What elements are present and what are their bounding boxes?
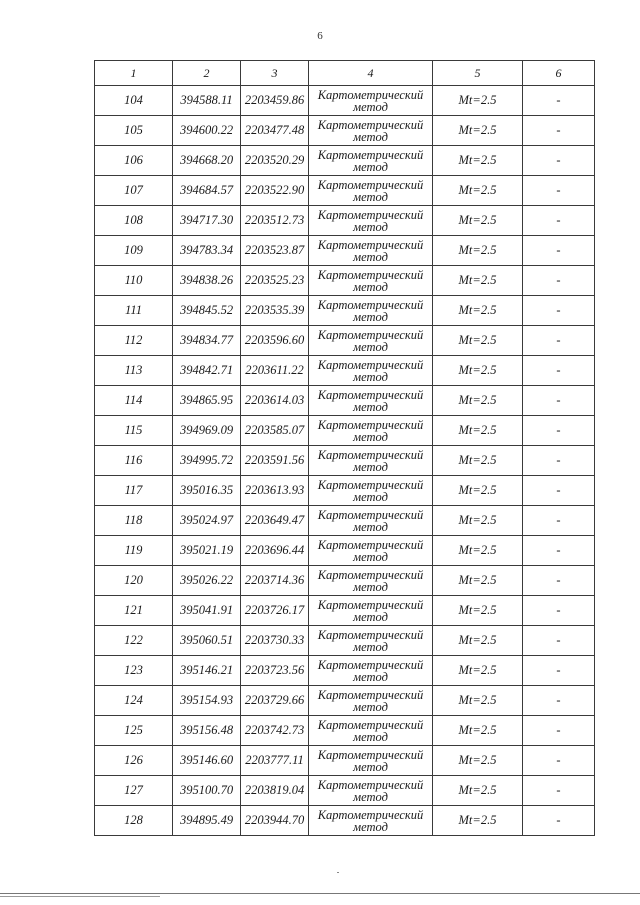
table-row xyxy=(95,776,595,806)
x-coordinate-cell: 395146.21 xyxy=(173,656,241,686)
point-number-cell: 124 xyxy=(95,686,173,716)
table-header-row xyxy=(95,61,595,86)
method-line-2: метод xyxy=(353,789,388,804)
point-number-cell: 106 xyxy=(95,146,173,176)
y-coordinate-cell: 2203512.73 xyxy=(241,206,309,236)
method-cell xyxy=(309,356,433,386)
point-number-cell: 107 xyxy=(95,176,173,206)
method-line-1: Картометрический xyxy=(317,747,424,762)
point-number-cell: 111 xyxy=(95,296,173,326)
method-line-2: метод xyxy=(353,339,388,354)
method-cell xyxy=(309,506,433,536)
accuracy-cell: Mt=2.5 xyxy=(433,266,523,296)
method-line-2: метод xyxy=(353,759,388,774)
method-cell xyxy=(309,236,433,266)
note-cell: - xyxy=(523,776,595,806)
accuracy-cell: Mt=2.5 xyxy=(433,416,523,446)
accuracy-cell: Mt=2.5 xyxy=(433,326,523,356)
note-cell: - xyxy=(523,356,595,386)
note-cell: - xyxy=(523,806,595,836)
method-line-2: метод xyxy=(353,459,388,474)
method-line-2: метод xyxy=(353,669,388,684)
note-cell: - xyxy=(523,686,595,716)
method-line-1: Картометрический xyxy=(317,237,424,252)
method-line-1: Картометрический xyxy=(317,177,424,192)
x-coordinate-cell: 395024.97 xyxy=(173,506,241,536)
note-cell: - xyxy=(523,596,595,626)
note-cell: - xyxy=(523,176,595,206)
method-line-2: метод xyxy=(353,549,388,564)
method-cell xyxy=(309,176,433,206)
table-row xyxy=(95,356,595,386)
column-header-6: 6 xyxy=(523,61,595,86)
y-coordinate-cell: 2203520.29 xyxy=(241,146,309,176)
method-line-2: метод xyxy=(353,399,388,414)
x-coordinate-cell: 394668.20 xyxy=(173,146,241,176)
method-cell xyxy=(309,266,433,296)
y-coordinate-cell: 2203777.11 xyxy=(241,746,309,776)
point-number-cell: 104 xyxy=(95,86,173,116)
accuracy-cell: Mt=2.5 xyxy=(433,536,523,566)
table-row xyxy=(95,536,595,566)
table-row xyxy=(95,86,595,116)
y-coordinate-cell: 2203591.56 xyxy=(241,446,309,476)
accuracy-cell: Mt=2.5 xyxy=(433,176,523,206)
point-number-cell: 119 xyxy=(95,536,173,566)
method-line-2: метод xyxy=(353,219,388,234)
point-number-cell: 123 xyxy=(95,656,173,686)
method-line-1: Картометрический xyxy=(317,147,424,162)
accuracy-cell: Mt=2.5 xyxy=(433,596,523,626)
method-line-1: Картометрический xyxy=(317,327,424,342)
y-coordinate-cell: 2203523.87 xyxy=(241,236,309,266)
footer-rule xyxy=(0,893,640,894)
method-cell xyxy=(309,746,433,776)
column-header-5: 5 xyxy=(433,61,523,86)
x-coordinate-cell: 394838.26 xyxy=(173,266,241,296)
x-coordinate-cell: 394842.71 xyxy=(173,356,241,386)
method-line-1: Картометрический xyxy=(317,507,424,522)
y-coordinate-cell: 2203649.47 xyxy=(241,506,309,536)
method-cell xyxy=(309,626,433,656)
method-line-2: метод xyxy=(353,159,388,174)
table-row xyxy=(95,806,595,836)
method-line-2: метод xyxy=(353,309,388,324)
note-cell: - xyxy=(523,146,595,176)
table-row xyxy=(95,566,595,596)
point-number-cell: 114 xyxy=(95,386,173,416)
note-cell: - xyxy=(523,566,595,596)
y-coordinate-cell: 2203696.44 xyxy=(241,536,309,566)
method-line-1: Картометрический xyxy=(317,207,424,222)
accuracy-cell: Mt=2.5 xyxy=(433,656,523,686)
note-cell: - xyxy=(523,326,595,356)
accuracy-cell: Mt=2.5 xyxy=(433,566,523,596)
point-number-cell: 108 xyxy=(95,206,173,236)
table-row xyxy=(95,206,595,236)
y-coordinate-cell: 2203525.23 xyxy=(241,266,309,296)
note-cell: - xyxy=(523,206,595,236)
x-coordinate-cell: 394834.77 xyxy=(173,326,241,356)
method-cell xyxy=(309,86,433,116)
x-coordinate-cell: 395021.19 xyxy=(173,536,241,566)
accuracy-cell: Mt=2.5 xyxy=(433,356,523,386)
y-coordinate-cell: 2203614.03 xyxy=(241,386,309,416)
table-row xyxy=(95,626,595,656)
table-row xyxy=(95,266,595,296)
y-coordinate-cell: 2203726.17 xyxy=(241,596,309,626)
note-cell: - xyxy=(523,446,595,476)
accuracy-cell: Mt=2.5 xyxy=(433,626,523,656)
method-line-1: Картометрический xyxy=(317,87,424,102)
method-line-2: метод xyxy=(353,189,388,204)
note-cell: - xyxy=(523,386,595,416)
method-line-1: Картометрический xyxy=(317,357,424,372)
accuracy-cell: Mt=2.5 xyxy=(433,86,523,116)
accuracy-cell: Mt=2.5 xyxy=(433,296,523,326)
point-number-cell: 109 xyxy=(95,236,173,266)
method-line-2: метод xyxy=(353,249,388,264)
note-cell: - xyxy=(523,716,595,746)
table-row xyxy=(95,296,595,326)
method-line-2: метод xyxy=(353,579,388,594)
accuracy-cell: Mt=2.5 xyxy=(433,146,523,176)
point-number-cell: 112 xyxy=(95,326,173,356)
table-row xyxy=(95,146,595,176)
x-coordinate-cell: 394969.09 xyxy=(173,416,241,446)
method-cell xyxy=(309,596,433,626)
method-cell xyxy=(309,536,433,566)
method-line-2: метод xyxy=(353,99,388,114)
y-coordinate-cell: 2203477.48 xyxy=(241,116,309,146)
x-coordinate-cell: 394895.49 xyxy=(173,806,241,836)
page-number: 6 xyxy=(317,30,323,42)
method-cell xyxy=(309,686,433,716)
note-cell: - xyxy=(523,626,595,656)
column-header-1: 1 xyxy=(95,61,173,86)
y-coordinate-cell: 2203944.70 xyxy=(241,806,309,836)
coordinates-table xyxy=(94,60,595,836)
method-line-1: Картометрический xyxy=(317,627,424,642)
method-line-1: Картометрический xyxy=(317,597,424,612)
point-number-cell: 110 xyxy=(95,266,173,296)
table-row xyxy=(95,446,595,476)
x-coordinate-cell: 394783.34 xyxy=(173,236,241,266)
accuracy-cell: Mt=2.5 xyxy=(433,806,523,836)
table-row xyxy=(95,386,595,416)
method-line-1: Картометрический xyxy=(317,657,424,672)
point-number-cell: 113 xyxy=(95,356,173,386)
column-header-3: 3 xyxy=(241,61,309,86)
x-coordinate-cell: 395156.48 xyxy=(173,716,241,746)
method-line-2: метод xyxy=(353,519,388,534)
table-row xyxy=(95,476,595,506)
table-row xyxy=(95,416,595,446)
method-line-2: метод xyxy=(353,819,388,834)
method-line-1: Картометрический xyxy=(317,687,424,702)
table-row xyxy=(95,596,595,626)
method-cell xyxy=(309,806,433,836)
method-cell xyxy=(309,296,433,326)
point-number-cell: 115 xyxy=(95,416,173,446)
accuracy-cell: Mt=2.5 xyxy=(433,116,523,146)
note-cell: - xyxy=(523,416,595,446)
method-line-2: метод xyxy=(353,729,388,744)
method-cell xyxy=(309,476,433,506)
method-line-2: метод xyxy=(353,609,388,624)
table-row xyxy=(95,326,595,356)
method-line-2: метод xyxy=(353,489,388,504)
accuracy-cell: Mt=2.5 xyxy=(433,776,523,806)
note-cell: - xyxy=(523,476,595,506)
y-coordinate-cell: 2203730.33 xyxy=(241,626,309,656)
y-coordinate-cell: 2203535.39 xyxy=(241,296,309,326)
note-cell: - xyxy=(523,656,595,686)
method-cell xyxy=(309,146,433,176)
method-line-1: Картометрический xyxy=(317,387,424,402)
accuracy-cell: Mt=2.5 xyxy=(433,206,523,236)
point-number-cell: 120 xyxy=(95,566,173,596)
method-line-1: Картометрический xyxy=(317,807,424,822)
method-line-1: Картометрический xyxy=(317,447,424,462)
y-coordinate-cell: 2203613.93 xyxy=(241,476,309,506)
point-number-cell: 117 xyxy=(95,476,173,506)
note-cell: - xyxy=(523,746,595,776)
x-coordinate-cell: 394865.95 xyxy=(173,386,241,416)
point-number-cell: 105 xyxy=(95,116,173,146)
note-cell: - xyxy=(523,296,595,326)
method-cell xyxy=(309,716,433,746)
x-coordinate-cell: 394845.52 xyxy=(173,296,241,326)
table-row xyxy=(95,506,595,536)
x-coordinate-cell: 395016.35 xyxy=(173,476,241,506)
x-coordinate-cell: 395154.93 xyxy=(173,686,241,716)
method-line-1: Картометрический xyxy=(317,117,424,132)
y-coordinate-cell: 2203459.86 xyxy=(241,86,309,116)
method-cell xyxy=(309,116,433,146)
y-coordinate-cell: 2203729.66 xyxy=(241,686,309,716)
method-line-1: Картометрический xyxy=(317,297,424,312)
note-cell: - xyxy=(523,86,595,116)
method-cell xyxy=(309,776,433,806)
accuracy-cell: Mt=2.5 xyxy=(433,686,523,716)
accuracy-cell: Mt=2.5 xyxy=(433,476,523,506)
method-cell xyxy=(309,656,433,686)
accuracy-cell: Mt=2.5 xyxy=(433,446,523,476)
method-line-1: Картометрический xyxy=(317,417,424,432)
y-coordinate-cell: 2203596.60 xyxy=(241,326,309,356)
accuracy-cell: Mt=2.5 xyxy=(433,506,523,536)
column-header-2: 2 xyxy=(173,61,241,86)
accuracy-cell: Mt=2.5 xyxy=(433,746,523,776)
method-line-2: метод xyxy=(353,639,388,654)
footer-rule-short xyxy=(0,896,160,897)
table-row xyxy=(95,176,595,206)
point-number-cell: 116 xyxy=(95,446,173,476)
method-cell xyxy=(309,326,433,356)
method-cell xyxy=(309,446,433,476)
note-cell: - xyxy=(523,536,595,566)
x-coordinate-cell: 394995.72 xyxy=(173,446,241,476)
x-coordinate-cell: 394588.11 xyxy=(173,86,241,116)
y-coordinate-cell: 2203611.22 xyxy=(241,356,309,386)
point-number-cell: 118 xyxy=(95,506,173,536)
table-row xyxy=(95,716,595,746)
method-line-2: метод xyxy=(353,129,388,144)
note-cell: - xyxy=(523,506,595,536)
method-line-1: Картометрический xyxy=(317,777,424,792)
method-line-1: Картометрический xyxy=(317,477,424,492)
note-cell: - xyxy=(523,266,595,296)
point-number-cell: 126 xyxy=(95,746,173,776)
method-line-1: Картометрический xyxy=(317,537,424,552)
point-number-cell: 128 xyxy=(95,806,173,836)
accuracy-cell: Mt=2.5 xyxy=(433,236,523,266)
x-coordinate-cell: 394717.30 xyxy=(173,206,241,236)
x-coordinate-cell: 395041.91 xyxy=(173,596,241,626)
point-number-cell: 121 xyxy=(95,596,173,626)
y-coordinate-cell: 2203742.73 xyxy=(241,716,309,746)
method-line-1: Картометрический xyxy=(317,267,424,282)
table-row xyxy=(95,656,595,686)
point-number-cell: 125 xyxy=(95,716,173,746)
x-coordinate-cell: 395100.70 xyxy=(173,776,241,806)
y-coordinate-cell: 2203585.07 xyxy=(241,416,309,446)
column-header-4: 4 xyxy=(309,61,433,86)
x-coordinate-cell: 394600.22 xyxy=(173,116,241,146)
method-line-1: Картометрический xyxy=(317,567,424,582)
point-number-cell: 122 xyxy=(95,626,173,656)
method-cell xyxy=(309,566,433,596)
y-coordinate-cell: 2203522.90 xyxy=(241,176,309,206)
accuracy-cell: Mt=2.5 xyxy=(433,716,523,746)
method-line-1: Картометрический xyxy=(317,717,424,732)
note-cell: - xyxy=(523,116,595,146)
method-line-2: метод xyxy=(353,369,388,384)
y-coordinate-cell: 2203723.56 xyxy=(241,656,309,686)
y-coordinate-cell: 2203714.36 xyxy=(241,566,309,596)
note-cell: - xyxy=(523,236,595,266)
point-number-cell: 127 xyxy=(95,776,173,806)
x-coordinate-cell: 395146.60 xyxy=(173,746,241,776)
x-coordinate-cell: 395060.51 xyxy=(173,626,241,656)
method-cell xyxy=(309,416,433,446)
method-line-2: метод xyxy=(353,429,388,444)
table-row xyxy=(95,116,595,146)
method-cell xyxy=(309,206,433,236)
method-cell xyxy=(309,386,433,416)
method-line-2: метод xyxy=(353,699,388,714)
table-body xyxy=(95,86,595,836)
x-coordinate-cell: 394684.57 xyxy=(173,176,241,206)
scan-speck xyxy=(337,872,339,873)
accuracy-cell: Mt=2.5 xyxy=(433,386,523,416)
method-line-2: метод xyxy=(353,279,388,294)
y-coordinate-cell: 2203819.04 xyxy=(241,776,309,806)
table-row xyxy=(95,236,595,266)
table-row xyxy=(95,686,595,716)
table-row xyxy=(95,746,595,776)
x-coordinate-cell: 395026.22 xyxy=(173,566,241,596)
